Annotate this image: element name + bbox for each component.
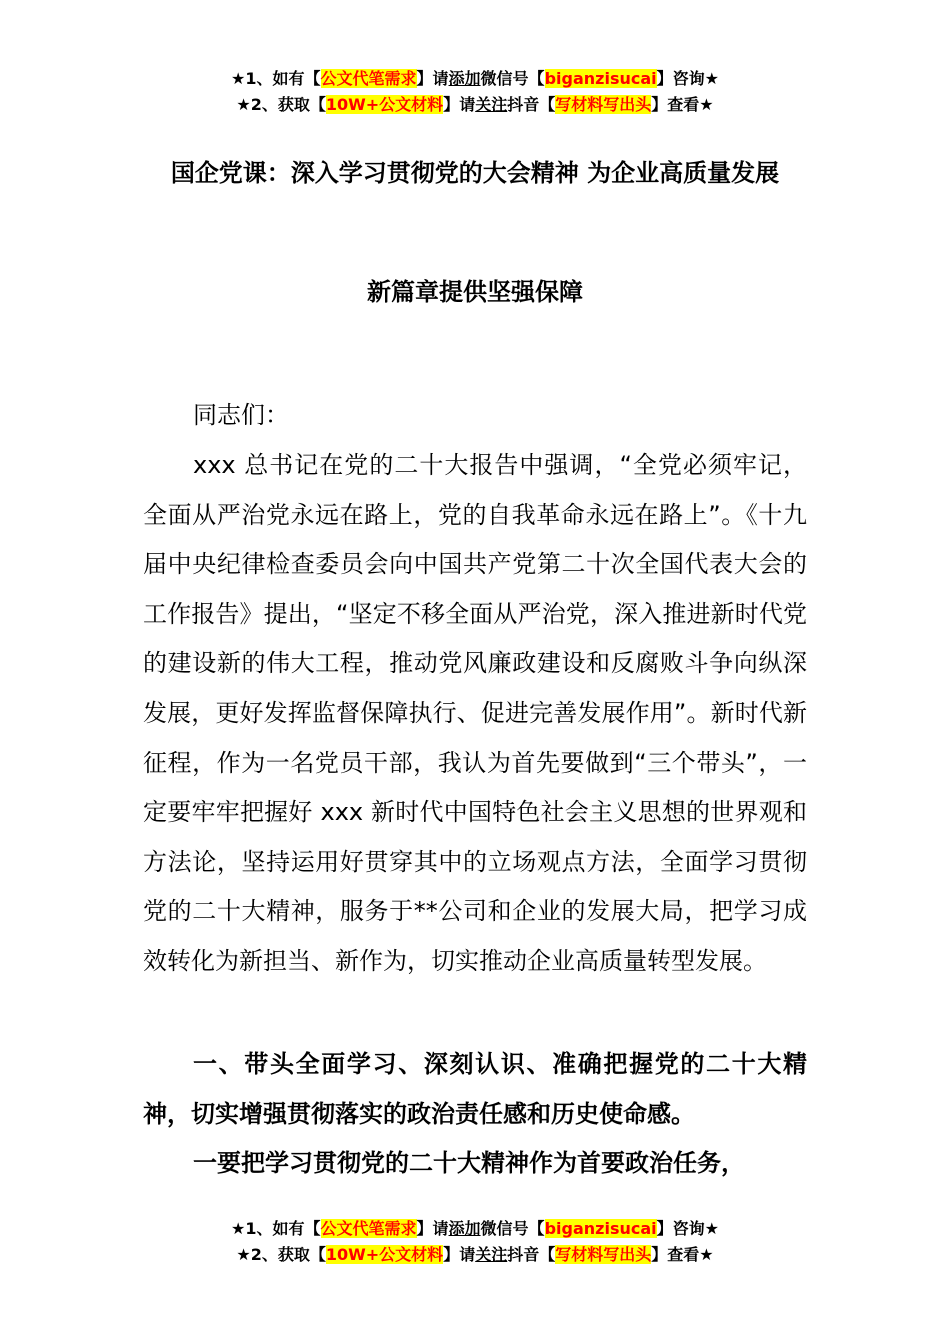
banner-underline: 关注: [475, 95, 508, 114]
banner-line-1: [0, 66, 950, 92]
banner-text: 微信号【: [480, 1219, 545, 1238]
banner-highlight: 公文代笔需求: [320, 69, 417, 88]
banner-text: 】请: [416, 1219, 449, 1238]
banner-text: 】咨询★: [656, 1219, 719, 1238]
document-title-line-1: 国企党课：深入学习贯彻党的大会精神 为企业高质量发展: [170, 159, 780, 187]
banner-highlight: biganzisucai: [544, 69, 657, 88]
paragraph-1: xxx 总书记在党的二十大报告中强调，“全党必须牢记，全面从严治党永远在路上，党的自我革命永远在路上”。《十九届中央纪律检查委员会向中国共产党第二十次全国代表大会的工作报告》提出，“坚定不移全面从严治党，深入推进新时代党的建设新的伟大工程，推动党风廉政建设和反腐败斗争向纵深发展，更好发挥监督保障执行、促进完善发展作用”。新时代新征程，作为一名党员干部，我认为首先要做到“三个带头”，一定要牢牢把握好 xxx 新时代中国特色社会主义思想的世界观和方法论，坚持运用好贯穿其中的立场观点方法，全面学习贯彻党的二十大精神，服务于**公司和企业的发展大局，把学习成效转化为新担当、新作为，切实推动企业高质量转型发展。: [143, 451, 807, 975]
banner-line-2: [0, 1242, 950, 1268]
banner-text: 】请: [443, 1245, 476, 1264]
section-heading-1: 一、带头全面学习、深刻认识、准确把握党的二十大精神，切实增强贯彻落实的政治责任感和历史使命感。: [143, 1050, 807, 1128]
banner-highlight: 10W+公文材料: [325, 1245, 444, 1264]
banner-underline: 添加: [448, 69, 481, 88]
banner-text: ★1、如有【: [231, 1219, 321, 1238]
greeting: 同志们：: [193, 401, 289, 429]
document-title-line-2: 新篇章提供坚强保障: [367, 278, 583, 306]
banner-underline: 关注: [475, 1245, 508, 1264]
banner-highlight: 公文代笔需求: [320, 1219, 417, 1238]
banner-highlight: 写材料写出头: [555, 1245, 652, 1264]
banner-text: 】查看★: [651, 1245, 714, 1264]
banner-text: 】咨询★: [656, 69, 719, 88]
banner-text: 抖音【: [507, 95, 556, 114]
banner-text: ★2、获取【: [236, 95, 326, 114]
banner-text: 微信号【: [480, 69, 545, 88]
header-banner: [0, 66, 950, 118]
banner-text: ★1、如有【: [231, 69, 321, 88]
banner-text: ★2、获取【: [236, 1245, 326, 1264]
footer-banner: [0, 1216, 950, 1268]
banner-line-1: [0, 1216, 950, 1242]
section-heading-2: 一要把学习贯彻党的二十大精神作为首要政治任务，: [193, 1149, 745, 1177]
banner-highlight: biganzisucai: [544, 1219, 657, 1238]
banner-text: 】请: [443, 95, 476, 114]
banner-underline: 添加: [448, 1219, 481, 1238]
banner-text: 】请: [416, 69, 449, 88]
banner-highlight: 10W+公文材料: [325, 95, 444, 114]
banner-text: 】查看★: [651, 95, 714, 114]
banner-line-2: [0, 92, 950, 118]
banner-text: 抖音【: [507, 1245, 556, 1264]
banner-highlight: 写材料写出头: [555, 95, 652, 114]
